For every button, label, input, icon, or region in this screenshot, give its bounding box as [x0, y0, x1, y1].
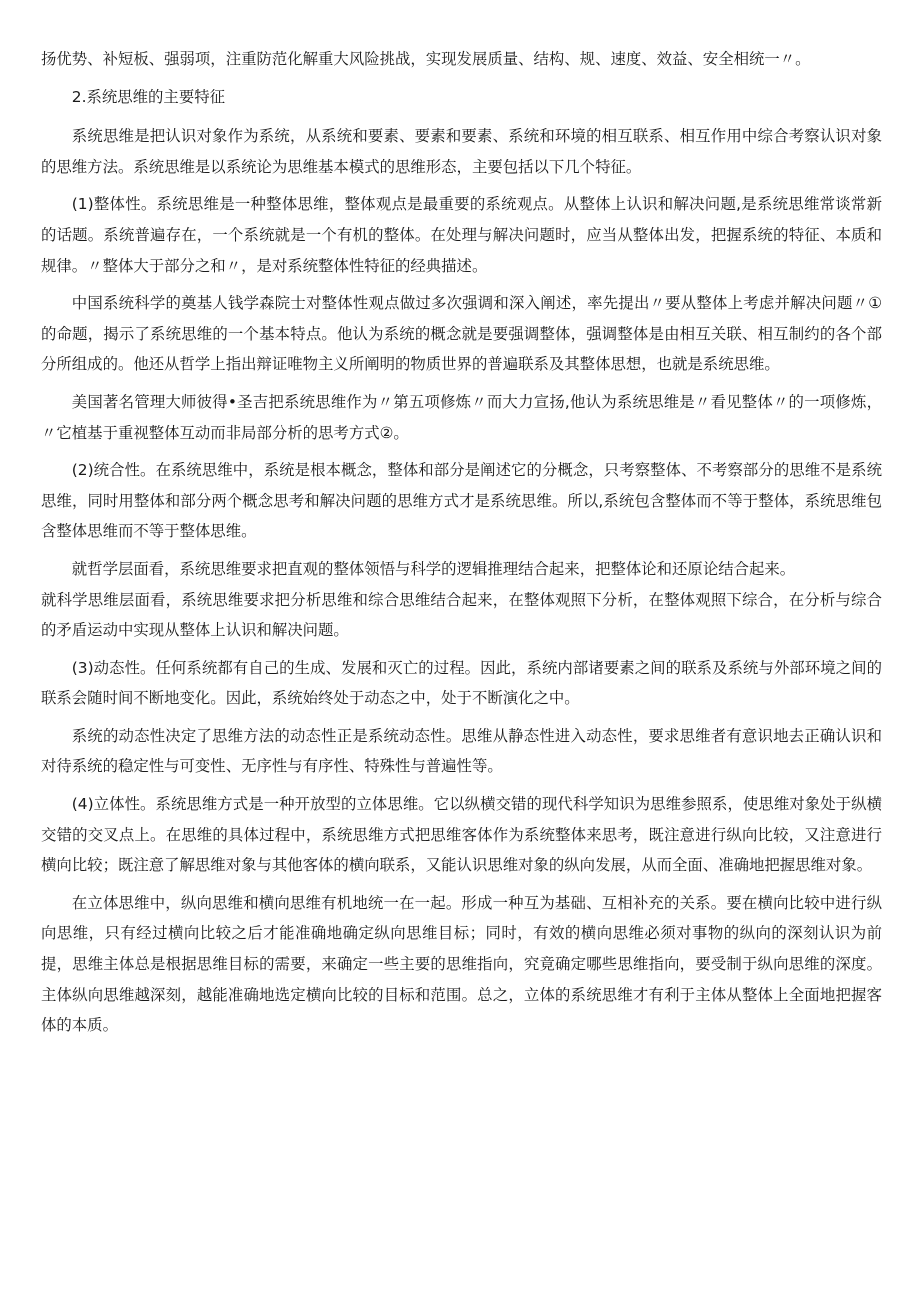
paragraph-synthesis: (2)统合性。在系统思维中，系统是根本概念，整体和部分是阐述它的分概念，只考察整体、不考察部分的思维不是系统思维，同时用整体和部分两个概念思考和解决问题的思维方式才是系统思维。所以,系统包含整体而不等于整体，系统思维包含整体思维而不等于整体思维。	[41, 461, 882, 541]
paragraph-qian-xuesen: 中国系统科学的奠基人钱学森院士对整体性观点做过多次强调和深入阐述，率先提出〃要从整体上考虑并解决问题〃①的命题，揭示了系统思维的一个基本特点。他认为系统的概念就是要强调整体，强调整体是由相互关联、相互制约的各个部分所组成的。他还从哲学上指出辩证唯物主义所阐明的物质世界的普遍联系及其整体思想，也就是系统思维。	[41, 294, 882, 374]
paragraph-science-level: 就科学思维层面看，系统思维要求把分析思维和综合思维结合起来，在整体观照下分析，在整体观照下综合，在分析与综合的矛盾运动中实现从整体上认识和解决问题。	[41, 590, 882, 640]
paragraph-peter-senge: 美国著名管理大师彼得•圣吉把系统思维作为〃第五项修炼〃而大力宣扬,他认为系统思维是〃看见整体〃的一项修炼，〃它植基于重视整体互动而非局部分析的思考方式②。	[41, 392, 882, 442]
paragraph-philosophy-level: 就哲学层面看，系统思维要求把直观的整体领悟与科学的逻辑推理结合起来，把整体论和还原论结合起来。	[71, 559, 796, 578]
paragraph-continuation: 扬优势、补短板、强弱项，注重防范化解重大风险挑战，实现发展质量、结构、规、速度、效益、安全相统一〃。	[41, 50, 811, 68]
paragraph-dynamic: (3)动态性。任何系统都有自己的生成、发展和灭亡的过程。因此，系统内部诸要素之间的联系及系统与外部环境之间的联系会随时间不断地变化。因此，系统始终处于动态之中，处于不断演化之中。	[41, 658, 882, 708]
section-heading: 2.系统思维的主要特征	[71, 87, 225, 106]
paragraph-stereoscopic: (4)立体性。系统思维方式是一种开放型的立体思维。它以纵横交错的现代科学知识为思维参照系，使思维对象处于纵横交错的交叉点上。在思维的具体过程中，系统思维方式把思维客体作为系统整体来思考，既注意进行纵向比较，又注意进行横向比较；既注意了解思维对象与其他客体的横向联系，又能认识思维对象的纵向发展，从而全面、准确地把握思维对象。	[41, 795, 882, 875]
paragraph-dynamic-method: 系统的动态性决定了思维方法的动态性正是系统动态性。思维从静态性进入动态性，要求思维者有意识地去正确认识和对待系统的稳定性与可变性、无序性与有序性、特殊性与普遍性等。	[41, 726, 882, 776]
paragraph-integrity: (1)整体性。系统思维是一种整体思维，整体观点是最重要的系统观点。从整体上认识和解决问题,是系统思维常谈常新的话题。系统普遍存在，一个系统就是一个有机的整体。在处理与解决问题时，应当从整体出发，把握系统的特征、本质和规律。〃整体大于部分之和〃，是对系统整体性特征的经典描述。	[41, 195, 882, 275]
paragraph-vertical-horizontal: 在立体思维中，纵向思维和横向思维有机地统一在一起。形成一种互为基础、互相补充的关系。要在横向比较中进行纵向思维，只有经过横向比较之后才能准确地确定纵向思维目标；同时，有效的横向思维必须对事物的纵向的深刻认识为前提，思维主体总是根据思维目标的需要，来确定一些主要的思维指向，究竟确定哪些思维指向，要受制于纵向思维的深度。主体纵向思维越深刻，越能准确地选定横向比较的目标和范围。总之，立体的系统思维才有利于主体从整体上全面地把握客体的本质。	[41, 893, 882, 1035]
paragraph-intro: 系统思维是把认识对象作为系统，从系统和要素、要素和要素、系统和环境的相互联系、相互作用中综合考察认识对象的思维方法。系统思维是以系统论为思维基本模式的思维形态，主要包括以下几个特征。	[41, 127, 882, 176]
